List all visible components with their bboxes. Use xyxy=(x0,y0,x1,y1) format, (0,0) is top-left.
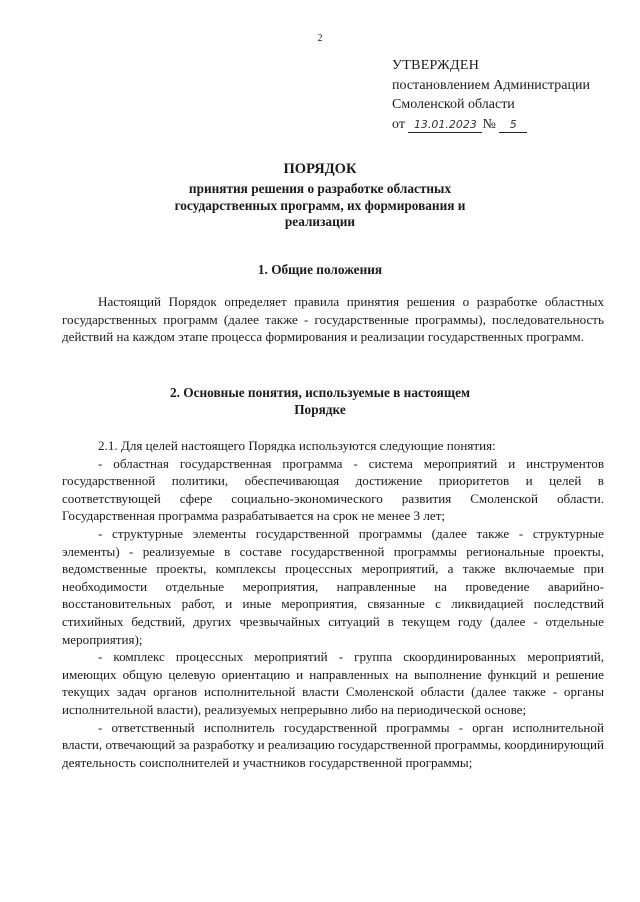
document-subtitle: принятия решения о разработке областных государственных программ, их формирования и реализации xyxy=(174,181,466,229)
handwritten-number: 5 xyxy=(499,118,527,133)
paragraph: - структурные элементы государственной программы (далее также - структурные элементы) - реализуемые в составе государственной программы региональные проекты, ведомственные проекты, комплексы процессных мероприятий, а также включаемые при необходимости отдельные мероприятия, направленные на проведение аварийно-восстановительных работ, и иные мероприятия, связанные с ликвидацией последствий стихийных бедствий, других чрезвычайных ситуаций в текущем году (далее - отдельные мероприятия); xyxy=(62,525,604,647)
approval-title: УТВЕРЖДЕН xyxy=(392,58,480,73)
date-prefix: от xyxy=(392,116,405,132)
approval-stamp xyxy=(392,56,632,134)
section-2-body xyxy=(62,437,604,771)
section-1-body xyxy=(62,293,604,346)
section-2-heading: 2. Основные понятия, используемые в настоящем Порядке xyxy=(169,385,471,417)
number-sign: № xyxy=(482,116,496,132)
paragraph: - ответственный исполнитель государственной программы - орган исполнительной власти, отвечающий за разработку и реализацию государственной программы, координирующий деятельность соисполнителей и участников государственной программы; xyxy=(62,719,604,770)
approval-line-2: Смоленской области xyxy=(392,97,515,112)
paragraph: Настоящий Порядок определяет правила принятия решения о разработке областных государственных программ (далее также - государственные программы), последовательность действий на каждом этапе процесса формирования и реализации государственных программ. xyxy=(62,294,604,345)
section-1-heading: 1. Общие положения xyxy=(257,262,383,277)
document-title: ПОРЯДОК xyxy=(283,161,357,177)
paragraph: - областная государственная программа - система мероприятий и инструментов государственной политики, обеспечивающая достижение приоритетов и целей в соответствующей сфере социально-экономического развития Смоленской области. Государственная программа разрабатывается на срок не менее 3 лет; xyxy=(62,455,604,524)
approval-line-1: постановлением Администрации xyxy=(392,77,590,93)
page-number: 2 xyxy=(317,33,323,44)
approval-date-line xyxy=(392,115,632,135)
handwritten-date: 13.01.2023 xyxy=(408,118,482,133)
paragraph: 2.1. Для целей настоящего Порядка используются следующие понятия: xyxy=(98,438,496,453)
paragraph: - комплекс процессных мероприятий - группа скоординированных мероприятий, имеющих общую целевую ориентацию и направленных на выполнение функций и решение текущих задач органов исполнительной власти Смоленской области (далее также - органы исполнительной власти), реализуемых непрерывно либо на периодической основе; xyxy=(62,649,604,717)
